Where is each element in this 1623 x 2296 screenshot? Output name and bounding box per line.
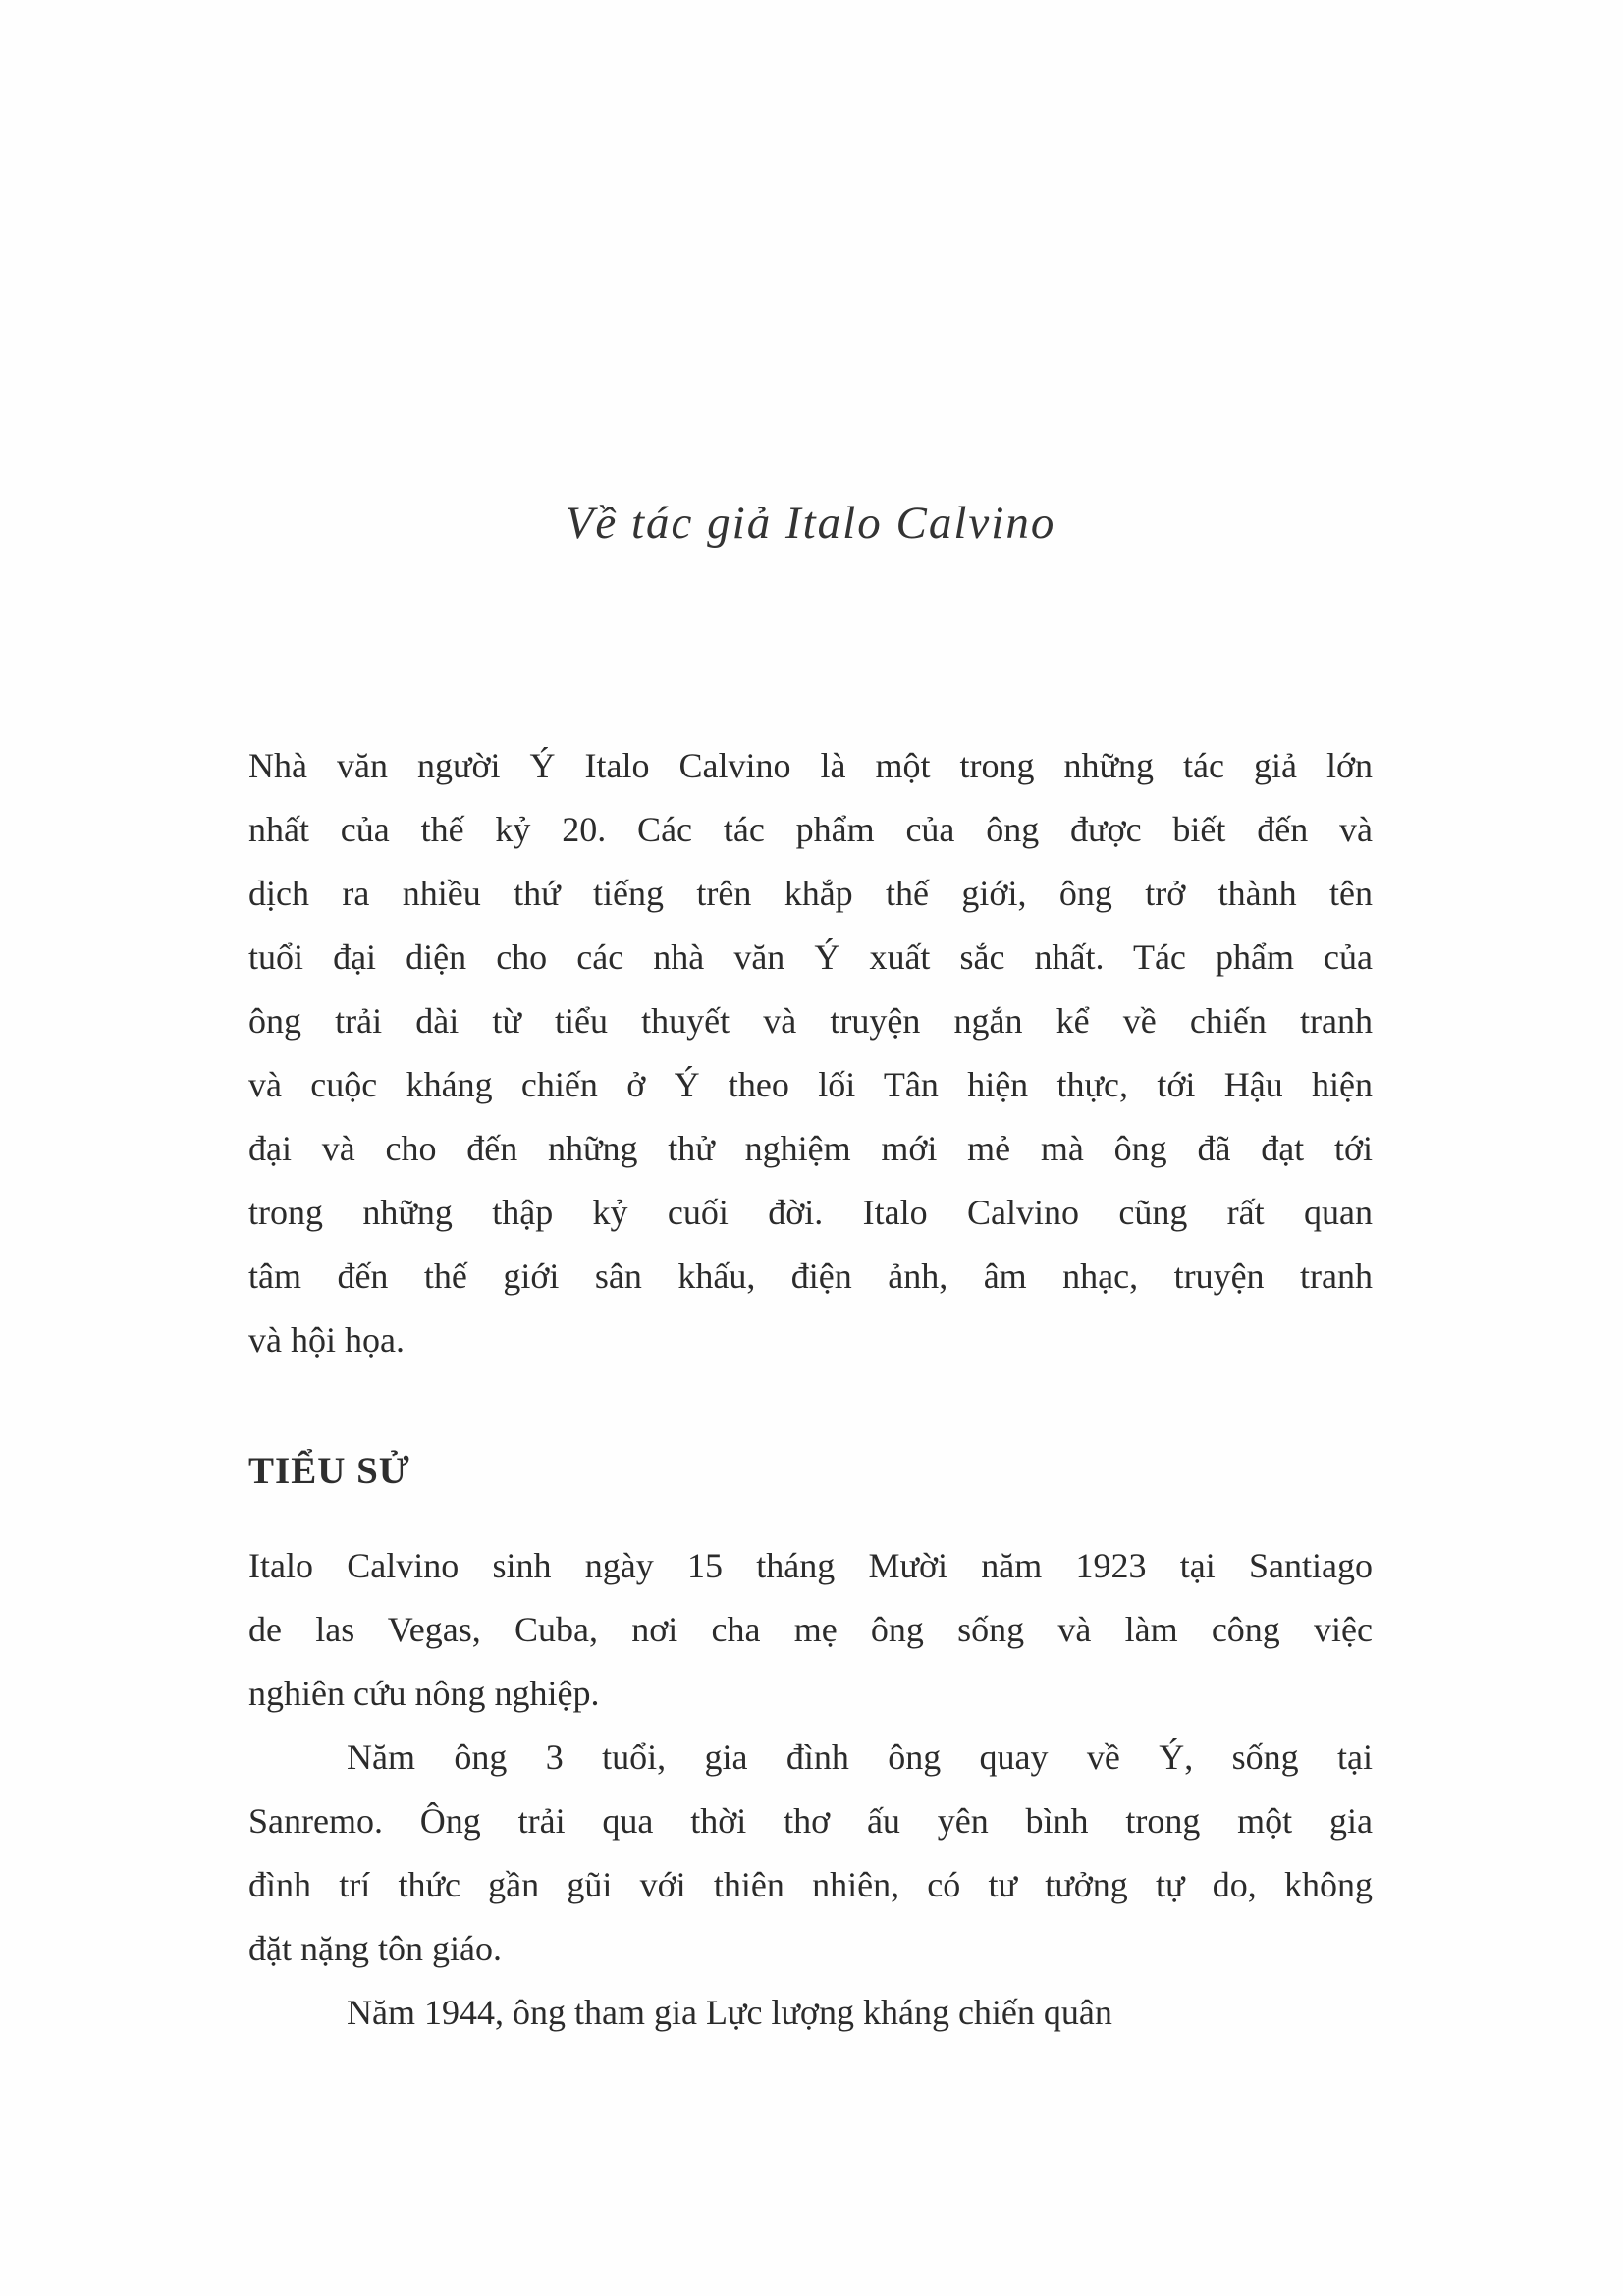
text-line: dịch ra nhiều thứ tiếng trên khắp thế giới, ông trở thành tên xyxy=(248,874,1373,913)
text-line: và cuộc kháng chiến ở Ý theo lối Tân hiện thực, tới Hậu hiện xyxy=(248,1065,1373,1104)
text-line: trong những thập kỷ cuối đời. Italo Calvino cũng rất quan xyxy=(248,1193,1373,1232)
text-line: nghiên cứu nông nghiệp. xyxy=(248,1674,600,1713)
page-title: Về tác giả Italo Calvino xyxy=(565,498,1056,549)
intro-paragraphs xyxy=(248,734,1373,1372)
paragraph xyxy=(248,1981,1373,2045)
text-line: đặt nặng tôn giáo. xyxy=(248,1929,502,1968)
text-column xyxy=(248,734,1373,2045)
text-line: Nhà văn người Ý Italo Calvino là một trong những tác giả lớn xyxy=(248,746,1373,785)
paragraph xyxy=(248,1534,1373,1726)
text-line: Italo Calvino sinh ngày 15 tháng Mười năm 1923 tại Santiago xyxy=(248,1546,1373,1585)
text-line: và hội họa. xyxy=(248,1320,405,1360)
text-line: Năm 1944, ông tham gia Lực lượng kháng chiến quân xyxy=(347,1993,1112,2032)
paragraph xyxy=(248,1726,1373,1981)
text-line: Năm ông 3 tuổi, gia đình ông quay về Ý, sống tại xyxy=(347,1737,1373,1777)
section-heading: TIỂU SỬ xyxy=(248,1450,410,1492)
biography-paragraphs xyxy=(248,1534,1373,2045)
text-line: đình trí thức gần gũi với thiên nhiên, có tư tưởng tự do, không xyxy=(248,1865,1373,1904)
text-line: tuổi đại diện cho các nhà văn Ý xuất sắc nhất. Tác phẩm của xyxy=(248,937,1373,977)
text-line: nhất của thế kỷ 20. Các tác phẩm của ông được biết đến và xyxy=(248,810,1373,849)
text-line: Sanremo. Ông trải qua thời thơ ấu yên bình trong một gia xyxy=(248,1801,1373,1841)
text-line: de las Vegas, Cuba, nơi cha mẹ ông sống và làm công việc xyxy=(248,1610,1373,1649)
paragraph xyxy=(248,734,1373,1372)
text-line: ông trải dài từ tiểu thuyết và truyện ngắn kể về chiến tranh xyxy=(248,1001,1373,1041)
text-line: đại và cho đến những thử nghiệm mới mẻ mà ông đã đạt tới xyxy=(248,1129,1373,1168)
text-line: tâm đến thế giới sân khấu, điện ảnh, âm nhạc, truyện tranh xyxy=(248,1256,1373,1296)
